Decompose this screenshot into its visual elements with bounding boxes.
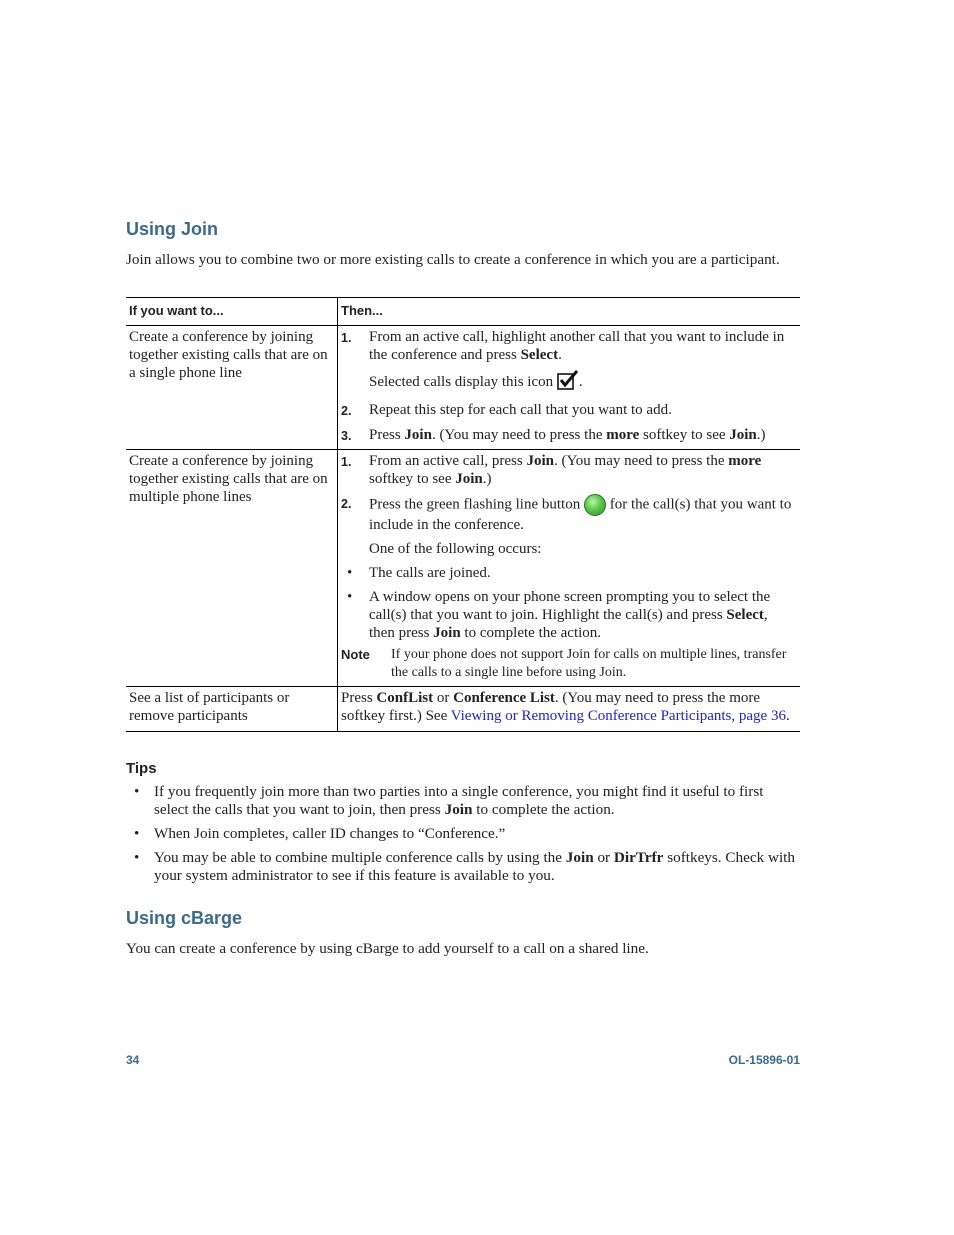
step-number: 1. [341, 331, 352, 345]
step-text: From an active call, press Join. (You may need to press the more softkey to see Join.) [369, 453, 762, 487]
green-line-button-icon [584, 494, 606, 516]
col-header-then: Then... [338, 298, 801, 326]
step [341, 328, 797, 364]
step-text: Press the green flashing line button for the call(s) that you want to include in the conference. [369, 494, 797, 534]
step-text: From an active call, highlight another call that you want to include in the conference and press Select. [369, 329, 785, 363]
table-header-row [126, 298, 800, 326]
row-then: Press ConfList or Conference List. (You may need to press the more softkey first.) See Viewing or Removing Conference Participants, page 36. [338, 687, 801, 732]
row-then [338, 326, 801, 450]
step-subtext: Selected calls display this icon . [341, 370, 797, 395]
bullet-icon: • [347, 565, 353, 581]
row-want: See a list of participants or remove participants [126, 687, 338, 732]
bullet-icon: • [134, 825, 140, 842]
list-item: • If you frequently join more than two parties into a single conference, you might find it useful to first select the calls that you want to join, then press Join to complete the action. [126, 783, 800, 819]
section-title-using-join: Using Join [126, 219, 219, 239]
step [341, 494, 797, 534]
list-item: • When Join completes, caller ID changes to “Conference.” [126, 825, 800, 843]
step-subtext: One of the following occurs: [369, 541, 542, 557]
section-title-using-cbarge: Using cBarge [126, 908, 243, 928]
bullet-icon: • [134, 849, 140, 866]
note-label: Note [341, 647, 370, 662]
step-text: Press Join. (You may need to press the more softkey to see Join.) [369, 427, 766, 443]
step-text: Repeat this step for each call that you want to add. [369, 402, 672, 418]
tips-list [126, 783, 800, 891]
cross-reference-link[interactable]: Viewing or Removing Conference Participants, page 36 [450, 708, 786, 724]
col-header-want: If you want to... [126, 298, 338, 326]
bullet-icon: • [134, 783, 140, 800]
tips-heading: Tips [126, 760, 157, 777]
step-number: 1. [341, 455, 352, 469]
cbarge-intro: You can create a conference by using cBarge to add yourself to a call on a shared line. [126, 940, 649, 957]
checked-box-icon [557, 370, 579, 395]
row-then [338, 450, 801, 687]
list-item: • You may be able to combine multiple conference calls by using the Join or DirTrfr softkeys. Check with your system administrator to see if this feature is available to you. [126, 849, 800, 885]
join-table [126, 297, 800, 732]
document-id: OL-15896-01 [728, 1053, 800, 1067]
note-text: If your phone does not support Join for calls on multiple lines, transfer the calls to a single line before using Join. [391, 647, 787, 680]
join-intro: Join allows you to combine two or more existing calls to create a conference in which you are a participant. [126, 251, 780, 268]
step-number: 2. [341, 497, 352, 511]
step [341, 452, 797, 488]
list-item: • A window opens on your phone screen prompting you to select the call(s) that you want to join. Highlight the call(s) and press Select, then press Join to complete the action. [341, 588, 797, 642]
list-item: • The calls are joined. [341, 564, 797, 582]
table-row [126, 326, 800, 450]
table-row [126, 450, 800, 687]
bullet-icon: • [347, 589, 353, 605]
step [341, 401, 797, 420]
step-number: 3. [341, 429, 352, 443]
page-number: 34 [126, 1053, 140, 1067]
table-row [126, 687, 800, 732]
step [341, 426, 797, 445]
step-number: 2. [341, 404, 352, 418]
row-want: Create a conference by joining together existing calls that are on multiple phone lines [126, 450, 338, 687]
note [341, 646, 797, 682]
row-want: Create a conference by joining together existing calls that are on a single phone line [126, 326, 338, 450]
